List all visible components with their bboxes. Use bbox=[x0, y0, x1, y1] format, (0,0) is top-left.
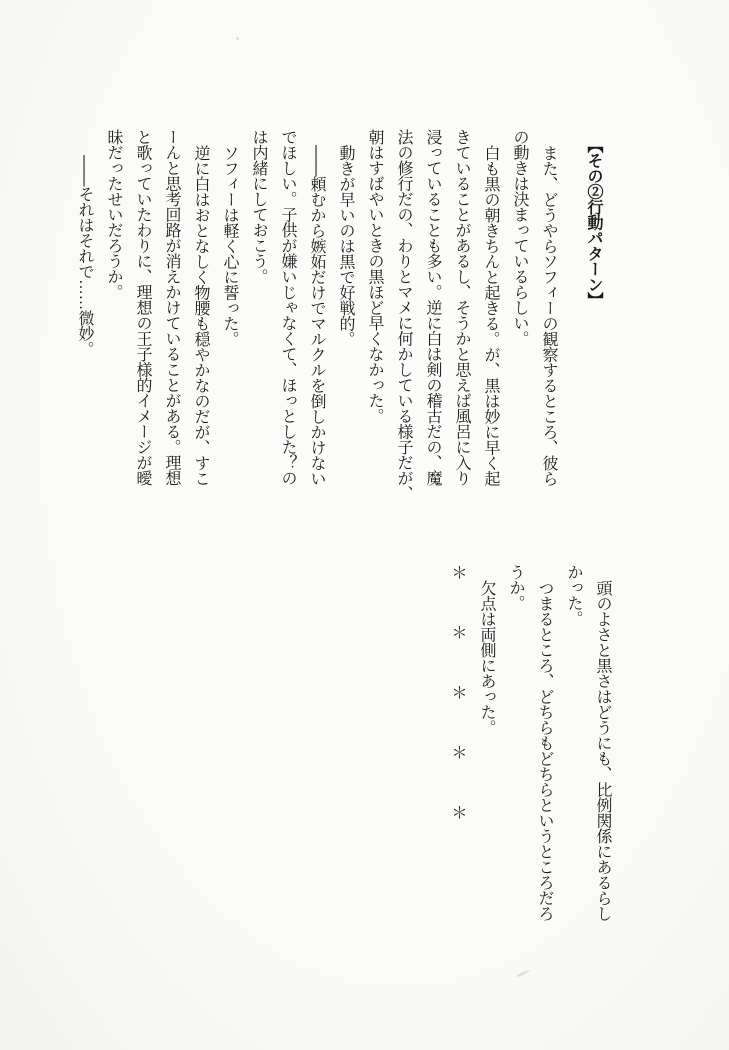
upper-text-block bbox=[70, 129, 608, 524]
text-column: 白も黒の朝きちんと起きる。が、黒は妙に早く起 bbox=[482, 145, 499, 486]
scan-speckle bbox=[516, 969, 530, 978]
text-column: つまるところ、どちらもどちらというところだろ bbox=[536, 580, 553, 921]
text-column: ソフィーは軽く心に誓った。 bbox=[221, 145, 238, 347]
section-heading: 【その②行動パターン】 bbox=[585, 137, 602, 308]
text-column: は内緒にしておこう。 bbox=[250, 129, 267, 284]
text-column: 頭のよさと黒さはどうにも、比例関係にあるらし bbox=[594, 580, 611, 921]
text-column: かった。 bbox=[565, 564, 582, 626]
text-column: 動きが早いのは黒で好戦的。 bbox=[337, 145, 354, 347]
text-column: と歌っていたわりに、理想の王子様的イメージが曖 bbox=[134, 129, 151, 486]
section-separator-asterisks: ＊＊＊＊＊ bbox=[449, 564, 466, 864]
text-column: また、どうやらソフィーの観察するところ、彼ら bbox=[540, 145, 557, 486]
text-column: うか。 bbox=[507, 564, 524, 611]
scan-speckle bbox=[236, 37, 239, 40]
text-column: 浸っていることも多い。逆に白は剣の稽古だの、魔 bbox=[424, 129, 441, 486]
text-column: 朝はすばやいときの黒ほど早くなかった。 bbox=[366, 129, 383, 424]
text-column: ――それはそれで……微妙。 bbox=[76, 154, 93, 357]
text-column: でほしい。子供が嫌いじゃなくて、ほっとした？の bbox=[279, 129, 296, 486]
text-column: ーんと思考回路が消えかけていることがある。理想 bbox=[163, 129, 180, 486]
text-column: 欠点は両側にあった。 bbox=[478, 580, 495, 735]
text-column: ――頼むから嫉妬だけでマルクルを倒しかけない bbox=[308, 145, 325, 486]
text-column: きていることがあるし、そうかと思えば風呂に入り bbox=[453, 129, 470, 486]
text-column: 昧だったせいだろうか。 bbox=[105, 129, 122, 300]
text-column: 逆に白はおとなしく物腰も穏やかなのだが、すこ bbox=[192, 145, 209, 486]
text-column: 法の修行だの、わりとマメに何かしている様子だが、 bbox=[395, 129, 412, 501]
text-column: の動きは決まっているらしい。 bbox=[511, 129, 528, 346]
lower-text-block bbox=[416, 564, 617, 964]
